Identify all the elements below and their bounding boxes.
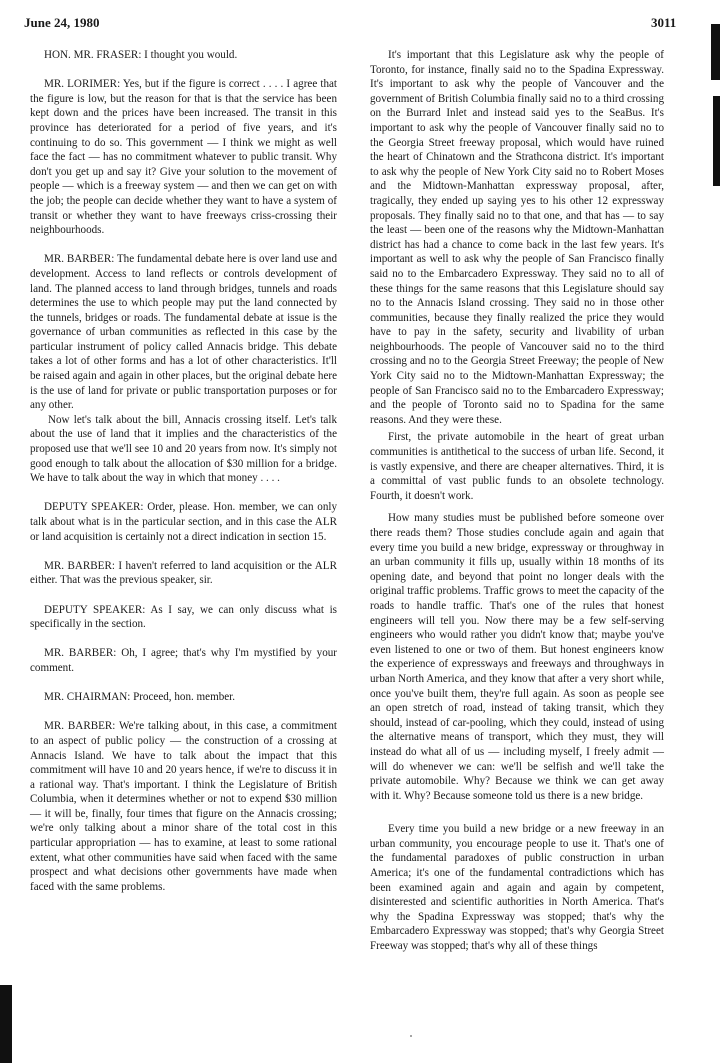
scan-edge-mark-middle (713, 96, 720, 186)
paragraph-barber-3: MR. BARBER: I haven't referred to land acquisition or the ALR either. That was the previous speaker, sir. (30, 559, 337, 587)
scan-speck (410, 1035, 412, 1037)
right-column (370, 48, 664, 954)
paragraph-right-1: It's important that this Legislature ask why the people of Toronto, for instance, finally said no to the Spadina Expressway. It's important to ask why the people of Vancouver and the government of British Columbia finally said no to a third crossing on the Burrard Inlet and instead said yes to the SeaBus. It's important to ask why the people of Vancouver finally said no to the Georgia Street freeway proposal, which would have ruined the heart of Chinatown and the Strathcona district. It's important to ask why the people of New York City said no to Robert Moses and the Midtown-Manhattan expressway proposal, after, tragically, they ended up saying yes to his other 12 expressway proposals. They finally said no to that one, and that has — to say the least — been one of the reasons why the Midtown-Manhattan district has had a chance to come back in the last few years. It's important as well to ask why the people of San Francisco finally said no to the Embarcadero Expressway. They said no to all of these things for the same reasons that this Legislature should say no to the Annacis Island crossing. They said no in those other communities, because they finally realized the price they would have to pay in the safety, security and livability of urban neighbourhoods. The people of Vancouver said no to the third crossing and no to the Georgia Street Freeway; the people of New York City said no to the Midtown-Manhattan Expressway; the people of San Francisco said no to the Embarcadero Expressway; and the people of Toronto said no to Spadina for the same reasons. And they were these. (370, 49, 664, 426)
paragraph-barber-2: Now let's talk about the bill, Annacis crossing itself. Let's talk about the use of land that it implies and the characteristics of the proposed use that we'll see 10 and 20 years from now. It's simply not good enough to talk about the allocation of $30 million for a bridge. We have to talk about the way in which that money . . . . (30, 413, 337, 485)
page-date: June 24, 1980 (24, 15, 100, 30)
paragraph-chairman: MR. CHAIRMAN: Proceed, hon. member. (44, 691, 236, 704)
scan-edge-mark-bottom (0, 985, 12, 1063)
paragraph-lorimer: MR. LORIMER: Yes, but if the figure is correct . . . . I agree that the figure is low, but the reason for that is that the service has been kept down and the prices have been increased. The transit in this province has deteriorated for a period of five years, and it's continuing to do so. This government — I think we might as well face the fact — has no commitment whatever to public transit. Why don't you get up and say it? Give your solution to the movement of people — which is a freeway system — and then we can get on with the job; the people can decide whether they want to have a system of transit or whether they want to have freeways criss-crossing their neighbourhoods. (30, 78, 337, 237)
paragraph-right-3: How many studies must be published before someone over there reads them? Those studies conclude again and again that every time you build a new bridge, expressway or throughway in an urban community it fills up, usually within 18 months of its opening date, and beyond that point no longer deals with the original traffic problems. Traffic grows to meet the capacity of the roads to handle traffic. That's one of the rules that honest engineers will tell you. Now there may be a few self-serving engineers who would rather you didn't know that; maybe you've even listened to one or two of them. But honest engineers know the experience of expressways and freeways and throughways in urban North America, and they know that after a very short while, once you've built them, they're full again. As soon as people see an open stretch of road, instead of taking transit, which they should, instead of car-pooling, which they could, instead of using the alternative means of transport, which they must, they will instead do what all of us — including myself, I freely admit — will do whenever we can: we'll be selfish and we'll take the private automobile. Why? Because we think we can get away with it. Why? Because someone told us there is a new bridge. (370, 512, 664, 802)
paragraph-barber-5: MR. BARBER: We're talking about, in this case, a commitment to an aspect of public policy — the construction of a crossing at Annacis Island. We have to talk about the impact that this commitment will have 10 and 20 years hence, if we're to discuss it in a rational way. That's important. I think the Legislature of British Columbia, when it determines whether or not to expend $30 million — it will be, finally, four times that figure on the Annacis crossing; we're only talking about a minor share of the total cost in this particular appropriation — has to examine, at least to some rational extent, what other communities have said when faced with the same prospect and what decisions other governments have made when faced with the same problems. (30, 720, 337, 893)
paragraph-deputy-speaker-1: DEPUTY SPEAKER: Order, please. Hon. member, we can only talk about what is in the particular section, and in this case the ALR or land acquisition is certainly not a direct indication in section 15. (30, 501, 337, 543)
scan-edge-mark-top (711, 24, 720, 80)
paragraph-barber-1: MR. BARBER: The fundamental debate here is over land use and development. Access to land reflects or controls development of land. The planned access to land through bridges, tunnels and roads determines the use to which people may put the land connected by the tunnels, bridges or roads. The fundamental debate at issue is the governance of urban communities as reflected in this case by the particular instrument of policy called Annacis bridge. This debate takes a lot of other forms and has a lot of other characteristics. It'll be raised again and again in other places, but the original debate here is the use of land for private or public transportation purposes or for any other. (30, 253, 337, 412)
paragraph-right-4: Every time you build a new bridge or a new freeway in an urban community, you encourage people to use it. That's one of the fundamental paradoxes of public construction in urban America; it's one of the fundamental contradictions which has been examined again and again and again by competent, disinterested and scientific authorities in North America. That's why the Spadina Expressway was stopped; that's why the Embarcadero Expressway was stopped; that's why Georgia Street Freeway was stopped; that's why all of these things (370, 823, 664, 953)
paragraph-fraser: HON. MR. FRASER: I thought you would. (44, 49, 238, 61)
paragraph-barber-4: MR. BARBER: Oh, I agree; that's why I'm mystified by your comment. (30, 647, 337, 674)
left-column (30, 48, 337, 894)
paragraph-deputy-speaker-2: DEPUTY SPEAKER: As I say, we can only discuss what is specifically in the section. (30, 603, 337, 631)
paragraph-right-2: First, the private automobile in the heart of great urban communities is antithetical to the success of urban life. Second, it is vastly expensive, and there are cheaper alternatives. Third, it is a committal of vast public funds to an obsolete technology. Fourth, it doesn't work. (370, 431, 664, 502)
page-number: 3011 (651, 15, 677, 30)
